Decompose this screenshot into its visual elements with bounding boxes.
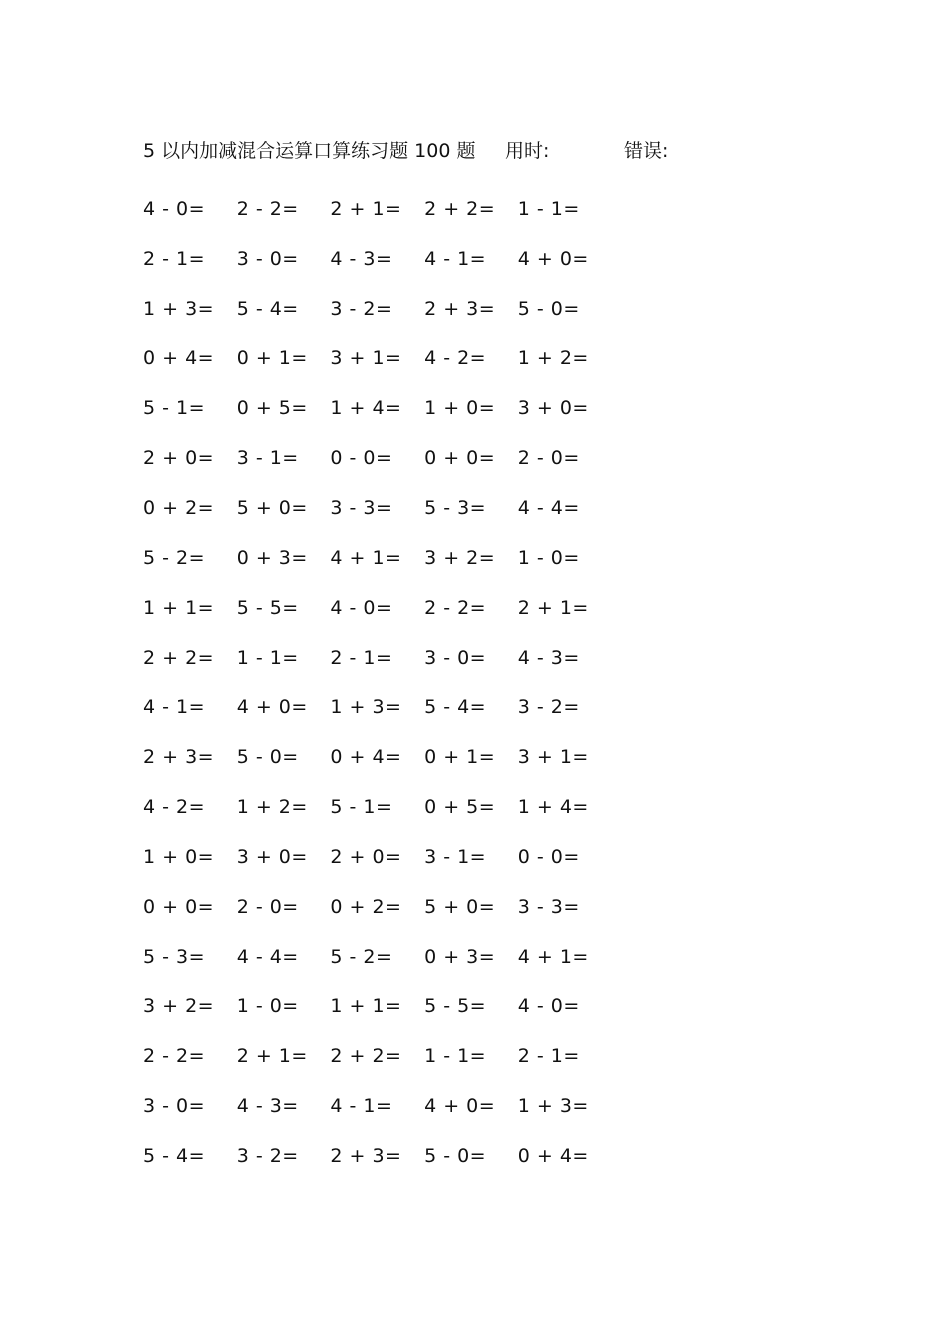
arithmetic-problem: 3 - 2= xyxy=(517,696,580,719)
arithmetic-problem: 1 + 2= xyxy=(517,347,589,370)
arithmetic-problem: 5 - 4= xyxy=(236,297,299,320)
problem-row xyxy=(143,782,643,832)
arithmetic-problem: 2 - 1= xyxy=(143,247,206,270)
time-used-label: 用时: xyxy=(505,140,550,162)
arithmetic-problem: 4 - 0= xyxy=(143,197,206,220)
arithmetic-problem: 3 - 3= xyxy=(330,496,393,519)
arithmetic-problem: 0 + 0= xyxy=(143,895,215,918)
arithmetic-problem: 0 + 2= xyxy=(143,496,215,519)
problem-row xyxy=(143,1081,643,1131)
arithmetic-problem: 0 + 4= xyxy=(330,746,402,769)
arithmetic-problem: 1 + 3= xyxy=(143,297,215,320)
arithmetic-problem: 0 + 4= xyxy=(517,1144,589,1167)
arithmetic-problem: 4 + 0= xyxy=(424,1095,496,1118)
arithmetic-problem: 2 + 1= xyxy=(517,596,589,619)
arithmetic-problem: 0 + 0= xyxy=(424,447,496,470)
arithmetic-problem: 2 + 3= xyxy=(330,1144,402,1167)
arithmetic-problem: 1 + 3= xyxy=(330,696,402,719)
arithmetic-problem: 4 - 2= xyxy=(424,347,487,370)
arithmetic-problem: 2 - 0= xyxy=(236,895,299,918)
arithmetic-problem: 5 - 0= xyxy=(236,746,299,769)
arithmetic-problem: 4 + 1= xyxy=(330,546,402,569)
problem-row xyxy=(143,1131,643,1181)
arithmetic-problem: 1 - 0= xyxy=(517,546,580,569)
arithmetic-problem: 3 - 3= xyxy=(517,895,580,918)
arithmetic-problem: 2 + 2= xyxy=(330,1045,402,1068)
arithmetic-problem: 4 - 3= xyxy=(517,646,580,669)
arithmetic-problem: 4 + 1= xyxy=(517,945,589,968)
arithmetic-problem: 5 - 3= xyxy=(424,496,487,519)
problem-row xyxy=(143,433,643,483)
arithmetic-problem: 3 + 1= xyxy=(330,347,402,370)
arithmetic-problem: 5 - 0= xyxy=(424,1144,487,1167)
arithmetic-problem: 3 - 1= xyxy=(236,447,299,470)
arithmetic-problem: 2 + 0= xyxy=(143,447,215,470)
arithmetic-problem: 0 - 0= xyxy=(517,845,580,868)
arithmetic-problem: 5 - 4= xyxy=(424,696,487,719)
arithmetic-problem: 2 - 2= xyxy=(424,596,487,619)
problem-row xyxy=(143,334,643,384)
problem-grid xyxy=(143,184,643,1181)
arithmetic-problem: 0 + 5= xyxy=(424,796,496,819)
arithmetic-problem: 1 - 0= xyxy=(236,995,299,1018)
problem-row xyxy=(143,882,643,932)
problem-row xyxy=(143,633,643,683)
arithmetic-problem: 3 - 2= xyxy=(330,297,393,320)
worksheet-header xyxy=(143,136,843,166)
problem-row xyxy=(143,682,643,732)
arithmetic-problem: 4 - 1= xyxy=(143,696,206,719)
arithmetic-problem: 1 + 2= xyxy=(236,796,308,819)
arithmetic-problem: 1 + 0= xyxy=(424,397,496,420)
problem-row xyxy=(143,932,643,982)
problem-row xyxy=(143,234,643,284)
arithmetic-problem: 4 - 4= xyxy=(517,496,580,519)
arithmetic-problem: 3 - 2= xyxy=(236,1144,299,1167)
arithmetic-problem: 3 + 0= xyxy=(517,397,589,420)
arithmetic-problem: 0 - 0= xyxy=(330,447,393,470)
problem-row xyxy=(143,583,643,633)
arithmetic-problem: 4 - 3= xyxy=(330,247,393,270)
arithmetic-problem: 3 - 0= xyxy=(424,646,487,669)
arithmetic-problem: 0 + 1= xyxy=(236,347,308,370)
arithmetic-problem: 4 - 0= xyxy=(330,596,393,619)
arithmetic-problem: 3 - 0= xyxy=(236,247,299,270)
arithmetic-problem: 0 + 1= xyxy=(424,746,496,769)
arithmetic-problem: 4 - 0= xyxy=(517,995,580,1018)
arithmetic-problem: 3 + 1= xyxy=(517,746,589,769)
arithmetic-problem: 0 + 5= xyxy=(236,397,308,420)
arithmetic-problem: 5 - 2= xyxy=(143,546,206,569)
problem-row xyxy=(143,732,643,782)
arithmetic-problem: 2 - 1= xyxy=(517,1045,580,1068)
arithmetic-problem: 1 - 1= xyxy=(424,1045,487,1068)
arithmetic-problem: 4 + 0= xyxy=(517,247,589,270)
arithmetic-problem: 5 + 0= xyxy=(424,895,496,918)
arithmetic-problem: 1 - 1= xyxy=(236,646,299,669)
arithmetic-problem: 1 + 0= xyxy=(143,845,215,868)
errors-label: 错误: xyxy=(624,140,669,162)
arithmetic-problem: 3 + 2= xyxy=(424,546,496,569)
arithmetic-problem: 4 - 1= xyxy=(330,1095,393,1118)
arithmetic-problem: 2 - 2= xyxy=(143,1045,206,1068)
arithmetic-problem: 4 - 2= xyxy=(143,796,206,819)
problem-row xyxy=(143,982,643,1032)
arithmetic-problem: 1 + 3= xyxy=(517,1095,589,1118)
arithmetic-problem: 2 + 3= xyxy=(143,746,215,769)
arithmetic-problem: 1 + 4= xyxy=(517,796,589,819)
arithmetic-problem: 2 - 2= xyxy=(236,197,299,220)
arithmetic-problem: 1 - 1= xyxy=(517,197,580,220)
arithmetic-problem: 0 + 3= xyxy=(236,546,308,569)
arithmetic-problem: 5 - 1= xyxy=(330,796,393,819)
arithmetic-problem: 2 + 2= xyxy=(424,197,496,220)
problem-row xyxy=(143,483,643,533)
arithmetic-problem: 0 + 4= xyxy=(143,347,215,370)
problem-row xyxy=(143,383,643,433)
arithmetic-problem: 3 + 2= xyxy=(143,995,215,1018)
worksheet-title: 5 以内加减混合运算口算练习题 100 题 xyxy=(143,140,476,162)
arithmetic-problem: 2 - 0= xyxy=(517,447,580,470)
arithmetic-problem: 2 + 1= xyxy=(330,197,402,220)
arithmetic-problem: 3 - 1= xyxy=(424,845,487,868)
arithmetic-problem: 4 - 1= xyxy=(424,247,487,270)
arithmetic-problem: 5 - 5= xyxy=(236,596,299,619)
arithmetic-problem: 5 + 0= xyxy=(236,496,308,519)
arithmetic-problem: 4 - 3= xyxy=(236,1095,299,1118)
arithmetic-problem: 4 + 0= xyxy=(236,696,308,719)
arithmetic-problem: 4 - 4= xyxy=(236,945,299,968)
problem-row xyxy=(143,533,643,583)
arithmetic-problem: 0 + 3= xyxy=(424,945,496,968)
arithmetic-problem: 1 + 1= xyxy=(330,995,402,1018)
problem-row xyxy=(143,184,643,234)
arithmetic-problem: 3 + 0= xyxy=(236,845,308,868)
arithmetic-problem: 1 + 4= xyxy=(330,397,402,420)
arithmetic-problem: 5 - 4= xyxy=(143,1144,206,1167)
arithmetic-problem: 3 - 0= xyxy=(143,1095,206,1118)
arithmetic-problem: 5 - 1= xyxy=(143,397,206,420)
problem-row xyxy=(143,1031,643,1081)
problem-row xyxy=(143,284,643,334)
arithmetic-problem: 2 + 3= xyxy=(424,297,496,320)
arithmetic-problem: 5 - 2= xyxy=(330,945,393,968)
arithmetic-problem: 5 - 5= xyxy=(424,995,487,1018)
arithmetic-problem: 5 - 0= xyxy=(517,297,580,320)
problem-row xyxy=(143,832,643,882)
arithmetic-problem: 2 + 2= xyxy=(143,646,215,669)
arithmetic-problem: 2 + 1= xyxy=(236,1045,308,1068)
arithmetic-problem: 5 - 3= xyxy=(143,945,206,968)
arithmetic-problem: 1 + 1= xyxy=(143,596,215,619)
arithmetic-problem: 2 - 1= xyxy=(330,646,393,669)
arithmetic-problem: 0 + 2= xyxy=(330,895,402,918)
arithmetic-problem: 2 + 0= xyxy=(330,845,402,868)
